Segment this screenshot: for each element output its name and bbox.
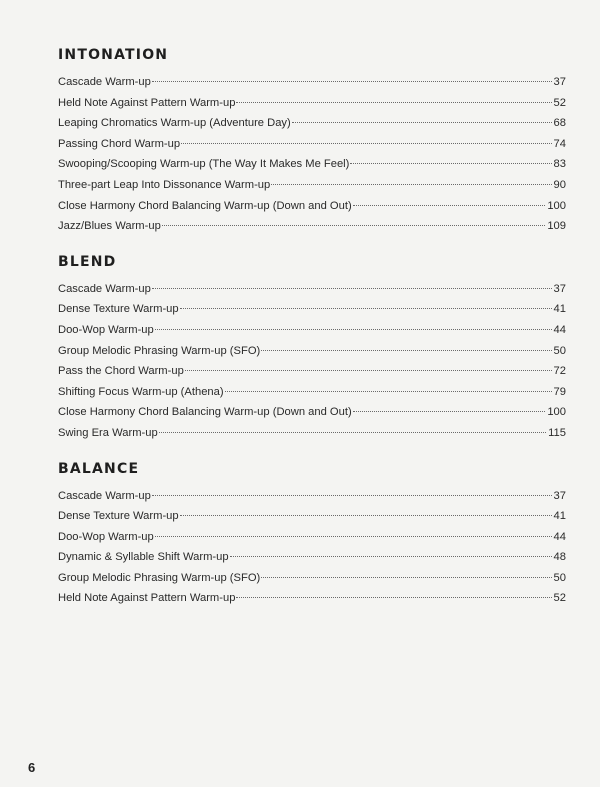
- entry-page: 37: [553, 282, 566, 295]
- toc-entry[interactable]: [58, 568, 566, 589]
- entry-title: Held Note Against Pattern Warm-up: [58, 592, 236, 605]
- toc-entry[interactable]: [58, 299, 566, 320]
- toc-entry[interactable]: [58, 216, 566, 237]
- leader-dots: [261, 577, 551, 578]
- entry-title: Swooping/Scooping Warm-up (The Way It Makes Me Feel): [58, 158, 350, 171]
- entry-page: 68: [553, 117, 566, 130]
- entry-page: 74: [553, 137, 566, 150]
- entry-title: Pass the Chord Warm-up: [58, 365, 184, 378]
- entry-page: 115: [548, 426, 566, 439]
- toc-entry[interactable]: [58, 175, 566, 196]
- toc-entry[interactable]: [58, 341, 566, 362]
- entry-title: Cascade Warm-up: [58, 76, 151, 88]
- leader-dots: [353, 411, 546, 412]
- entry-title: Cascade Warm-up: [58, 282, 151, 295]
- leader-dots: [271, 184, 551, 185]
- leader-dots: [152, 81, 552, 82]
- leader-dots: [292, 122, 552, 123]
- entry-title: Dynamic & Syllable Shift Warm-up: [58, 551, 229, 564]
- entry-title: Dense Texture Warm-up: [58, 510, 179, 523]
- entry-title: Close Harmony Chord Balancing Warm-up (Down and Out): [58, 199, 352, 212]
- toc-entry[interactable]: [58, 402, 566, 423]
- entry-title: Dense Texture Warm-up: [58, 303, 179, 316]
- leader-dots: [159, 432, 546, 433]
- leader-dots: [353, 205, 546, 206]
- leader-dots: [236, 597, 551, 598]
- entry-page: 44: [553, 530, 566, 543]
- entry-page: 41: [553, 303, 566, 316]
- toc-entry[interactable]: [58, 486, 566, 507]
- entry-title: Held Note Against Pattern Warm-up: [58, 96, 236, 109]
- entry-title: Group Melodic Phrasing Warm-up (SFO): [58, 344, 261, 357]
- entry-title: Close Harmony Chord Balancing Warm-up (Down and Out): [58, 406, 352, 419]
- leader-dots: [350, 163, 551, 164]
- entry-title: Jazz/Blues Warm-up: [58, 220, 161, 233]
- toc-entry[interactable]: [58, 113, 566, 134]
- entry-page: 52: [553, 592, 566, 605]
- entry-title: Doo-Wop Warm-up: [58, 323, 154, 336]
- toc-entry[interactable]: [58, 196, 566, 217]
- entry-page: 100: [547, 199, 566, 212]
- toc-entry[interactable]: [58, 72, 566, 93]
- entry-title: Three-part Leap Into Dissonance Warm-up: [58, 178, 271, 191]
- toc-entry[interactable]: [58, 134, 566, 155]
- entry-page: 100: [547, 406, 566, 419]
- leader-dots: [185, 370, 552, 371]
- entry-page: 72: [553, 365, 566, 378]
- leader-dots: [261, 350, 551, 351]
- toc-entry[interactable]: [58, 423, 566, 444]
- toc-entry[interactable]: [58, 547, 566, 568]
- entry-page: 50: [553, 344, 566, 357]
- section-balance: [58, 458, 566, 610]
- section-blend: [58, 251, 566, 444]
- entry-title: Doo-Wop Warm-up: [58, 530, 154, 543]
- section-intonation: [58, 44, 566, 237]
- toc-entry[interactable]: [58, 588, 566, 609]
- toc-entry[interactable]: [58, 506, 566, 527]
- section-title: BALANCE: [58, 460, 140, 477]
- leader-dots: [155, 536, 552, 537]
- entry-title: Shifting Focus Warm-up (Athena): [58, 385, 224, 398]
- toc-entry[interactable]: [58, 320, 566, 341]
- entry-page: 83: [553, 158, 566, 171]
- entry-page: 50: [553, 571, 566, 584]
- entry-title: Swing Era Warm-up: [58, 426, 158, 439]
- page-number: 6: [28, 760, 36, 775]
- entry-page: 41: [553, 510, 566, 523]
- section-title: INTONATION: [58, 47, 169, 63]
- table-of-contents: [58, 44, 566, 623]
- entry-title: Leaping Chromatics Warm-up (Adventure Day): [58, 117, 291, 130]
- entry-title: Cascade Warm-up: [58, 489, 151, 502]
- entry-page: 52: [553, 96, 566, 109]
- entry-title: Group Melodic Phrasing Warm-up (SFO): [58, 571, 261, 584]
- leader-dots: [180, 308, 552, 309]
- toc-entry[interactable]: [58, 154, 566, 175]
- toc-entry[interactable]: [58, 527, 566, 548]
- toc-entry[interactable]: [58, 279, 566, 300]
- leader-dots: [155, 329, 552, 330]
- leader-dots: [181, 143, 551, 144]
- leader-dots: [162, 225, 546, 226]
- leader-dots: [236, 102, 551, 103]
- section-title: BLEND: [58, 253, 117, 270]
- toc-entry[interactable]: [58, 361, 566, 382]
- toc-entry[interactable]: [58, 382, 566, 403]
- entry-page: 48: [553, 551, 566, 564]
- leader-dots: [225, 391, 552, 392]
- leader-dots: [152, 288, 552, 289]
- entry-page: 37: [553, 76, 566, 88]
- toc-entry[interactable]: [58, 93, 566, 114]
- leader-dots: [230, 556, 552, 557]
- entry-page: 90: [553, 178, 566, 191]
- leader-dots: [152, 495, 552, 496]
- entry-page: 109: [547, 220, 566, 233]
- entry-page: 44: [553, 323, 566, 336]
- entry-page: 37: [553, 489, 566, 502]
- leader-dots: [180, 515, 552, 516]
- entry-page: 79: [553, 385, 566, 398]
- entry-title: Passing Chord Warm-up: [58, 137, 181, 150]
